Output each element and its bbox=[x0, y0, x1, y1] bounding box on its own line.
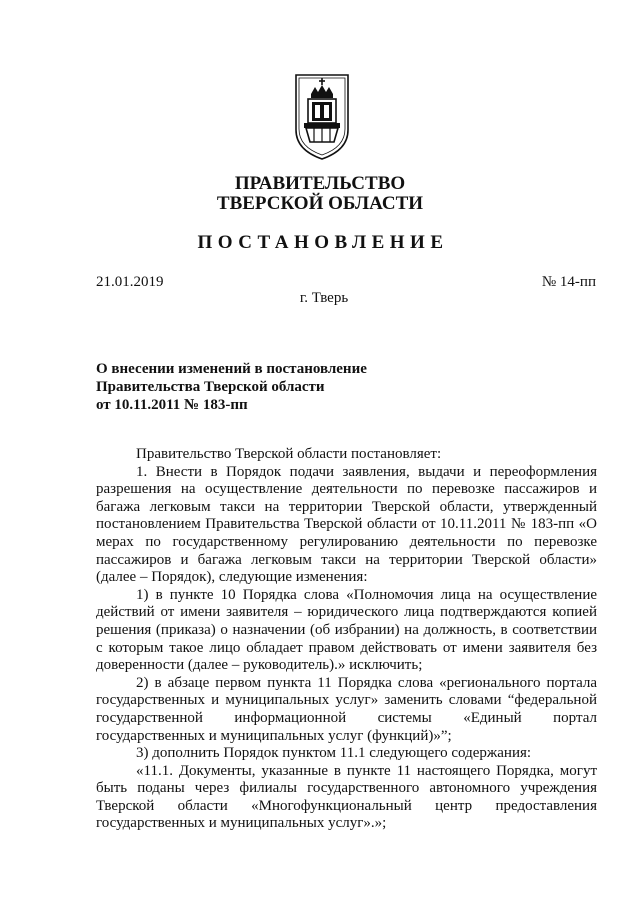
tver-coat-of-arms-icon bbox=[292, 72, 352, 162]
org-name-line2: ТВЕРСКОЙ ОБЛАСТИ bbox=[216, 193, 424, 214]
document-subject bbox=[96, 360, 367, 414]
document-type: ПОСТАНОВЛЕНИЕ bbox=[197, 232, 449, 253]
org-name-line1: ПРАВИТЕЛЬСТВО bbox=[234, 173, 406, 194]
subject-line2: Правительства Тверской области bbox=[96, 379, 325, 395]
paragraph-2: 1) в пункте 10 Порядка слова «Полномочия лица на осуществление действий от имени заявителя – юридического лица подтверждаются копией решения (приказа) о назначении (об избрании) на должность, в соответствии с которым такое лицо обладает правом действовать от имени заявителя без доверенности (далее – руководитель).» исключить; bbox=[96, 586, 597, 674]
document-body bbox=[96, 446, 597, 833]
subject-line3: от 10.11.2011 № 183-пп bbox=[96, 397, 248, 413]
paragraph-3: 2) в абзаце первом пункта 11 Порядка слова «регионального портала государственных и муниципальных услуг» заменить словами “федеральной государственной информационной системы «Единый портал государственных и муниципальных услуг (функций)»”; bbox=[96, 674, 597, 744]
paragraph-4: 3) дополнить Порядок пунктом 11.1 следующего содержания: bbox=[136, 745, 532, 762]
paragraph-1: 1. Внести в Порядок подачи заявления, выдачи и переоформления разрешения на осуществление деятельности по перевозке пассажиров и багажа легковым такси на территории Тверской области, утвержденный постановлением Правительства Тверской области от 10.11.2011 № 183-пп «О мерах по государственному регулированию деятельности по перевозке пассажиров и багажа легковым такси на территории Тверской области» (далее – Порядок), следующие изменения: bbox=[96, 463, 597, 586]
subject-line1: О внесении изменений в постановление bbox=[96, 361, 367, 377]
document-date: 21.01.2019 bbox=[96, 274, 164, 290]
intro-paragraph: Правительство Тверской области постановляет: bbox=[136, 446, 442, 462]
document-number: № 14-пп bbox=[541, 274, 596, 290]
paragraph-5: «11.1. Документы, указанные в пункте 11 настоящего Порядка, могут быть поданы через филиалы государственного автономного учреждения Тверской области «Многофункциональный центр предоставления государственных и муниципальных услуг».»; bbox=[96, 762, 597, 832]
document-city: г. Тверь bbox=[299, 290, 349, 306]
